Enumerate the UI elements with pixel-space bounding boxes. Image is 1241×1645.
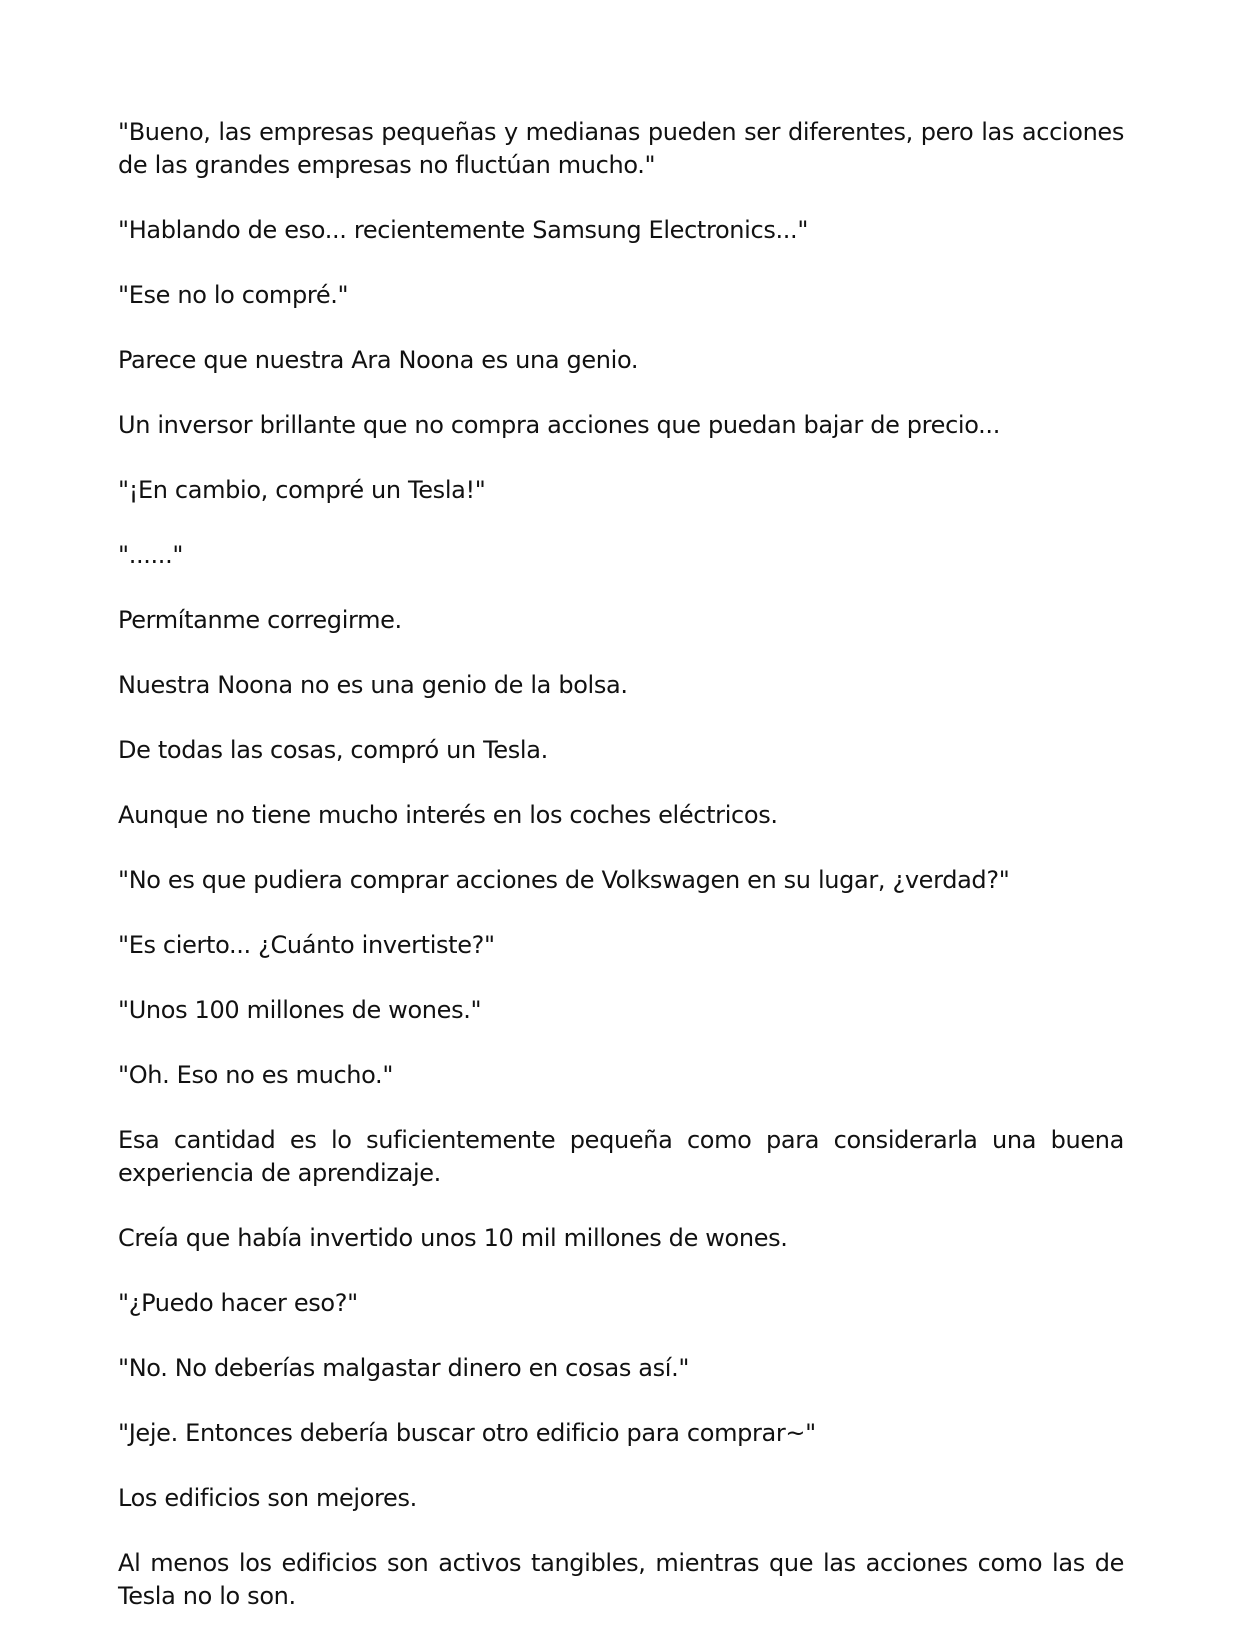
paragraph: "Ese no lo compré." [118,281,349,309]
paragraph: Esa cantidad es lo suficientemente pequeña como para considerarla una buena experiencia de aprendizaje. [118,1126,1124,1187]
paragraph: "¡En cambio, compré un Tesla!" [118,476,486,504]
paragraph: Creía que había invertido unos 10 mil millones de wones. [118,1224,788,1252]
paragraph: "Hablando de eso... recientemente Samsung Electronics..." [118,216,809,244]
paragraph: Al menos los edificios son activos tangibles, mientras que las acciones como las de Tesla no lo son. [118,1549,1124,1610]
paragraph: Permítanme corregirme. [118,606,402,634]
paragraph: Un inversor brillante que no compra acciones que puedan bajar de precio... [118,411,1000,439]
paragraph: De todas las cosas, compró un Tesla. [118,736,548,764]
paragraph: "No. No deberías malgastar dinero en cosas así." [118,1354,690,1382]
paragraph: "......" [118,541,184,569]
paragraph: "Es cierto... ¿Cuánto invertiste?" [118,931,495,959]
paragraph: "Jeje. Entonces debería buscar otro edificio para comprar~" [118,1419,816,1447]
paragraph: Nuestra Noona no es una genio de la bolsa. [118,671,628,699]
document-page [118,116,1124,1645]
paragraph: Aunque no tiene mucho interés en los coches eléctricos. [118,801,778,829]
paragraph: Los edificios son mejores. [118,1484,417,1512]
paragraph: "No es que pudiera comprar acciones de Volkswagen en su lugar, ¿verdad?" [118,866,1010,894]
paragraph: "Oh. Eso no es mucho." [118,1061,394,1089]
paragraph: "¿Puedo hacer eso?" [118,1289,358,1317]
paragraph: "Unos 100 millones de wones." [118,996,482,1024]
paragraph: "Bueno, las empresas pequeñas y medianas pueden ser diferentes, pero las acciones de las grandes empresas no fluctúan mucho." [118,118,1124,179]
paragraph: Parece que nuestra Ara Noona es una genio. [118,346,639,374]
